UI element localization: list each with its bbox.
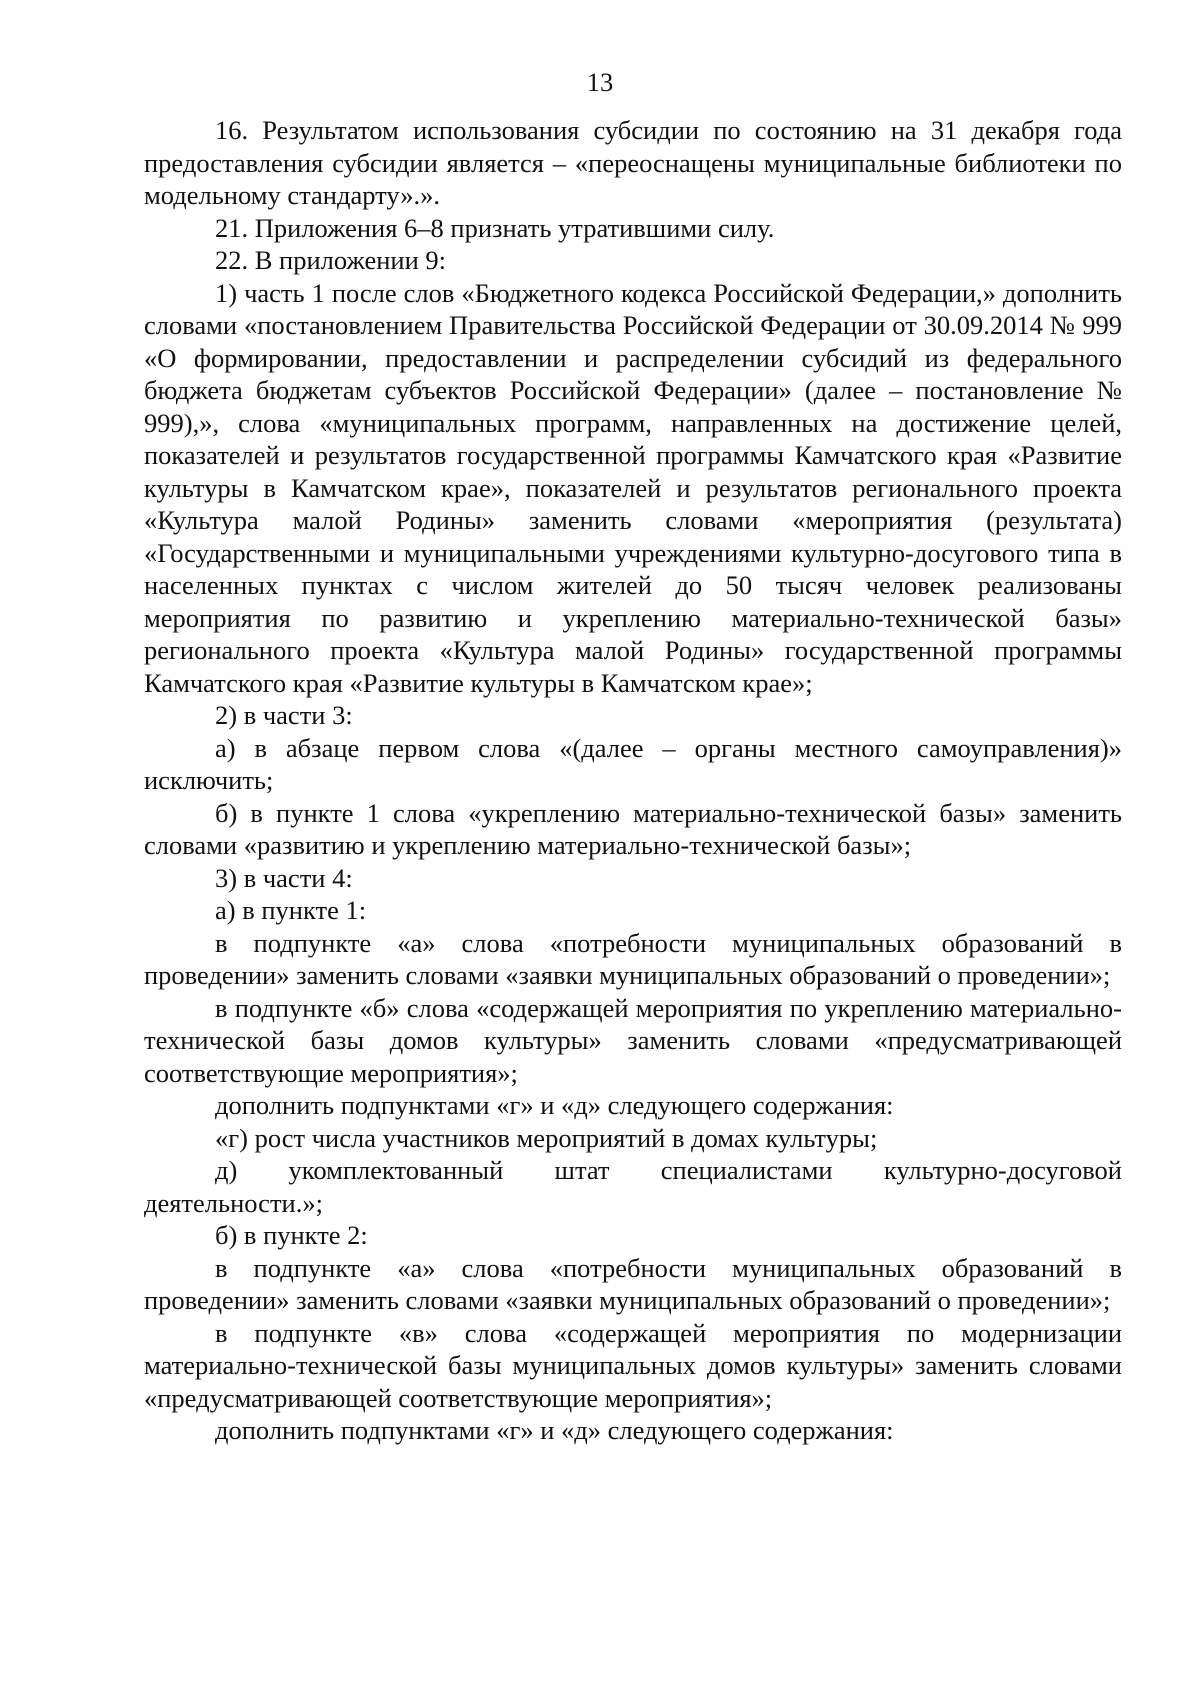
paragraph-point-1-sub-b: в подпункте «б» слова «содержащей мероприятия по укреплению материально-технической базы домов культуры» заменить словами «предусматривающей соответствующие мероприятия»; <box>144 992 1122 1088</box>
page-number: 13 <box>586 67 614 97</box>
paragraph-22-annex-9: 22. В приложении 9: <box>215 245 446 275</box>
paragraph-part-1: 1) часть 1 после слов «Бюджетного кодекса Российской Федерации,» дополнить словами «постановлением Правительства Российской Федерации от 30.09.2014 № 999 «О формировании, предоставлении и распределении субсидий из федерального бюджета бюджетам субъектов Российской Федерации» (далее – постановление № 999),», слова «муниципальных программ, направленных на достижение целей, показателей и результатов государственной программы Камчатского края «Развитие культуры в Камчатском крае», показателей и результатов регионального проекта «Культура малой Родины» заменить словами «мероприятия (результата) «Государственными и муниципальными учреждениями культурно-досугового типа в населенных пунктах с числом жителей до 50 тысяч человек реализованы мероприятия по развитию и укреплению материально-технической базы» регионального проекта «Культура малой Родины» государственной программы Камчатского края «Развитие культуры в Камчатском крае»; <box>144 277 1122 698</box>
paragraph-16-result: 16. Результатом использования субсидии по состоянию на 31 декабря года предоставления субсидии является – «переоснащены муниципальные библиотеки по модельному стандарту».». <box>144 115 1122 210</box>
paragraph-part-3-a: а) в абзаце первом слова «(далее – органы местного самоуправления)» исключить; <box>144 732 1122 795</box>
paragraph-point-2-sub-v: в подпункте «в» слова «содержащей мероприятия по модернизации материально-технической базы муниципальных домов культуры» заменить словами «предусматривающей соответствующие мероприятия»; <box>144 1317 1122 1413</box>
paragraph-21-annexes: 21. Приложения 6–8 признать утратившими силу. <box>215 212 775 243</box>
paragraph-part-4-heading: 3) в части 4: <box>215 862 353 893</box>
paragraph-point-1-add: дополнить подпунктами «г» и «д» следующего содержания: <box>215 1090 894 1120</box>
paragraph-part-3-heading: 2) в части 3: <box>215 700 353 730</box>
paragraph-point-2-heading: б) в пункте 2: <box>215 1220 368 1250</box>
paragraph-point-2-sub-a: в подпункте «а» слова «потребности муниципальных образований в проведении» заменить словами «заявки муниципальных образований о проведении»; <box>144 1252 1122 1315</box>
document-body <box>144 114 1122 1447</box>
paragraph-point-1-sub-a: в подпункте «а» слова «потребности муниципальных образований в проведении» заменить словами «заявки муниципальных образований о проведении»; <box>144 927 1122 990</box>
paragraph-part-3-b: б) в пункте 1 слова «укреплению материально-технической базы» заменить словами «развитию и укреплению материально-технической базы»; <box>144 797 1122 860</box>
paragraph-point-1-sub-d: д) укомплектованный штат специалистами культурно-досуговой деятельности.»; <box>144 1155 1122 1218</box>
paragraph-point-2-add: дополнить подпунктами «г» и «д» следующего содержания: <box>215 1415 894 1445</box>
paragraph-point-1-heading: а) в пункте 1: <box>215 895 367 925</box>
paragraph-point-1-sub-g: «г) рост числа участников мероприятий в домах культуры; <box>215 1122 878 1153</box>
